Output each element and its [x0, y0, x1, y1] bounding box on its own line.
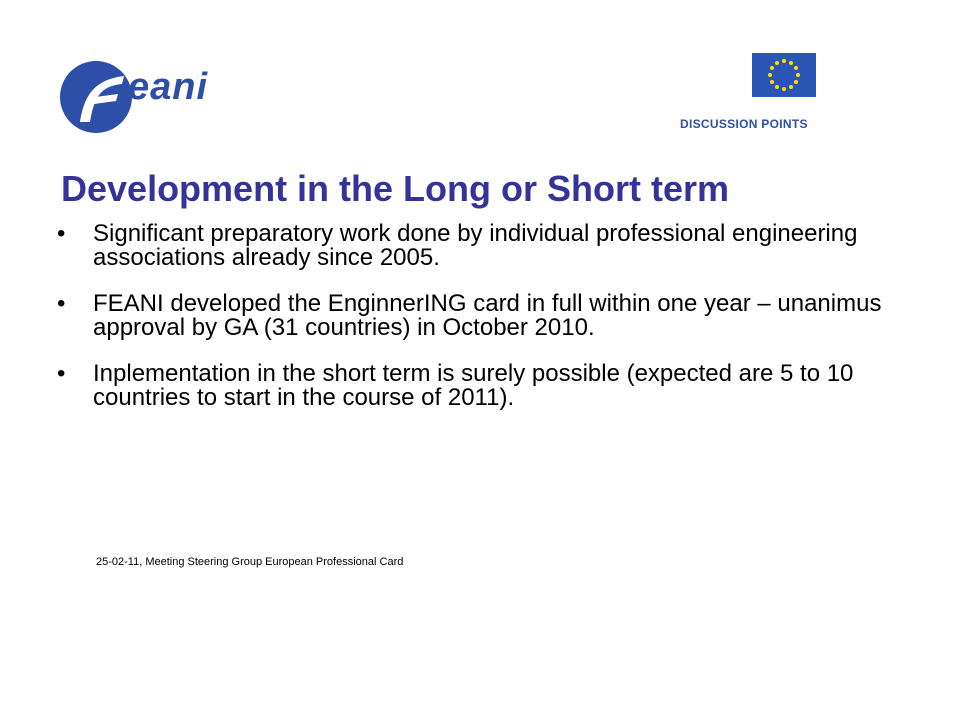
bullet-item [55, 222, 915, 270]
logo-wordmark: eani [128, 66, 209, 108]
bullet-item [55, 292, 915, 340]
discussion-points-label: DISCUSSION POINTS [680, 117, 808, 131]
bullet-dot-icon: • [57, 220, 66, 247]
bullet-text: FEANI developed the EnginnerING card in full within one year – unanimus approval by GA (31 countries) in October 2010. [93, 290, 882, 341]
slide-footer: 25-02-11, Meeting Steering Group European Professional Card [96, 556, 404, 568]
bullet-list [55, 222, 915, 432]
bullet-text: Inplementation in the short term is surely possible (expected are 5 to 10 countries to start in the course of 2011). [93, 360, 854, 411]
slide-title: Development in the Long or Short term [61, 168, 730, 209]
bullet-dot-icon: • [57, 290, 66, 317]
eu-flag-icon [752, 53, 816, 97]
bullet-text: Significant preparatory work done by individual professional engineering associations already since 2005. [93, 220, 858, 271]
bullet-item [55, 362, 915, 410]
bullet-dot-icon: • [57, 360, 66, 387]
